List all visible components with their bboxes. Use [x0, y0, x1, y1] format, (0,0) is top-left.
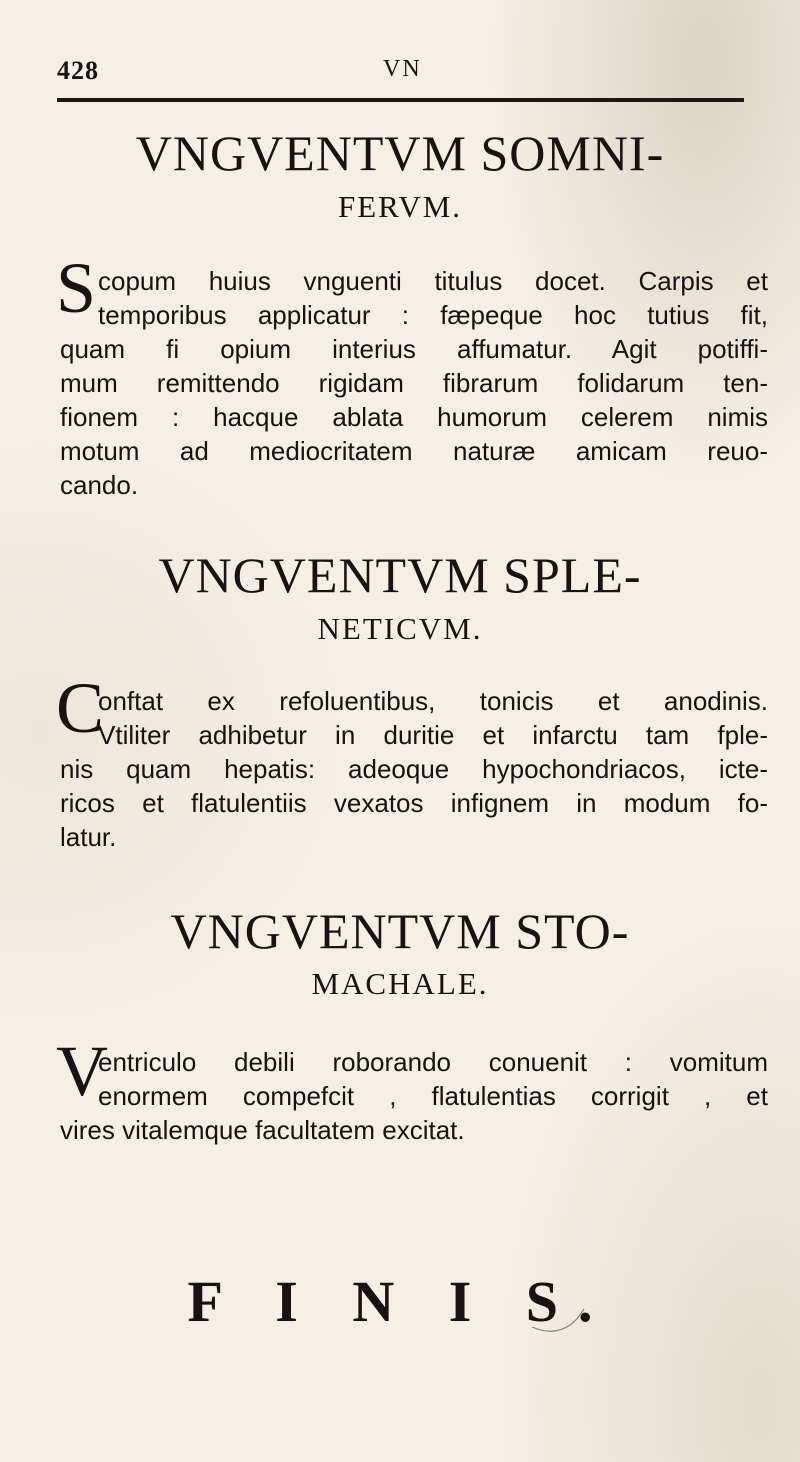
text-line: fionem : hacque ablata humorum celerem nimis	[60, 402, 768, 432]
paragraph-stomachale	[60, 1045, 768, 1147]
running-title: VN	[383, 56, 422, 82]
flourish-ornament	[528, 1297, 588, 1337]
section-heading-spleneticum: VNGVENTVM SPLE-	[158, 547, 642, 603]
text-line: ricos et flatulentiis vexatos infignem in modum fo-	[60, 788, 768, 818]
paragraph-spleneticum	[60, 684, 768, 854]
section-subheading-spleneticum: NETICVM.	[317, 611, 483, 646]
drop-cap-c: C	[56, 668, 105, 748]
text-line: copum huius vnguenti titulus docet. Carpis et	[98, 266, 768, 296]
section-heading-stomachale: VNGVENTVM STO-	[170, 903, 630, 959]
page-number: 428	[57, 56, 99, 85]
text-line: cando.	[60, 470, 139, 500]
text-line: vires vitalemque facultatem excitat.	[60, 1115, 465, 1145]
text-line: nis quam hepatis: adeoque hypochondriacos, icte-	[60, 754, 768, 784]
text-line: enormem compefcit , flatulentias corrigit , et	[98, 1081, 768, 1111]
finis: F I N I S.	[187, 1269, 613, 1334]
text-line: Vtiliter adhibetur in duritie et infarctu tam fple-	[98, 720, 768, 750]
header-rule	[57, 98, 744, 102]
section-subheading-stomachale: MACHALE.	[311, 966, 489, 1001]
section-subheading-somniferum: FERVM.	[337, 189, 463, 224]
paragraph-somniferum	[60, 264, 768, 502]
text-line: latur.	[60, 822, 117, 852]
text-line: mum remittendo rigidam fibrarum folidarum ten-	[60, 368, 768, 398]
text-line: temporibus applicatur : fæpeque hoc tutius fit,	[98, 300, 768, 330]
drop-cap-v: V	[56, 1031, 108, 1111]
text-line: motum ad mediocritatem naturæ amicam reuo-	[60, 436, 768, 466]
text-line: entriculo debili roborando conuenit : vomitum	[98, 1047, 768, 1077]
running-head	[0, 56, 800, 90]
section-heading-somniferum: VNGVENTVM SOMNI-	[135, 125, 665, 181]
drop-cap-s: S	[56, 248, 97, 328]
text-line: quam fi opium interius affumatur. Agit potiffi-	[60, 334, 768, 364]
text-line: onftat ex refoluentibus, tonicis et anodinis.	[98, 686, 768, 716]
